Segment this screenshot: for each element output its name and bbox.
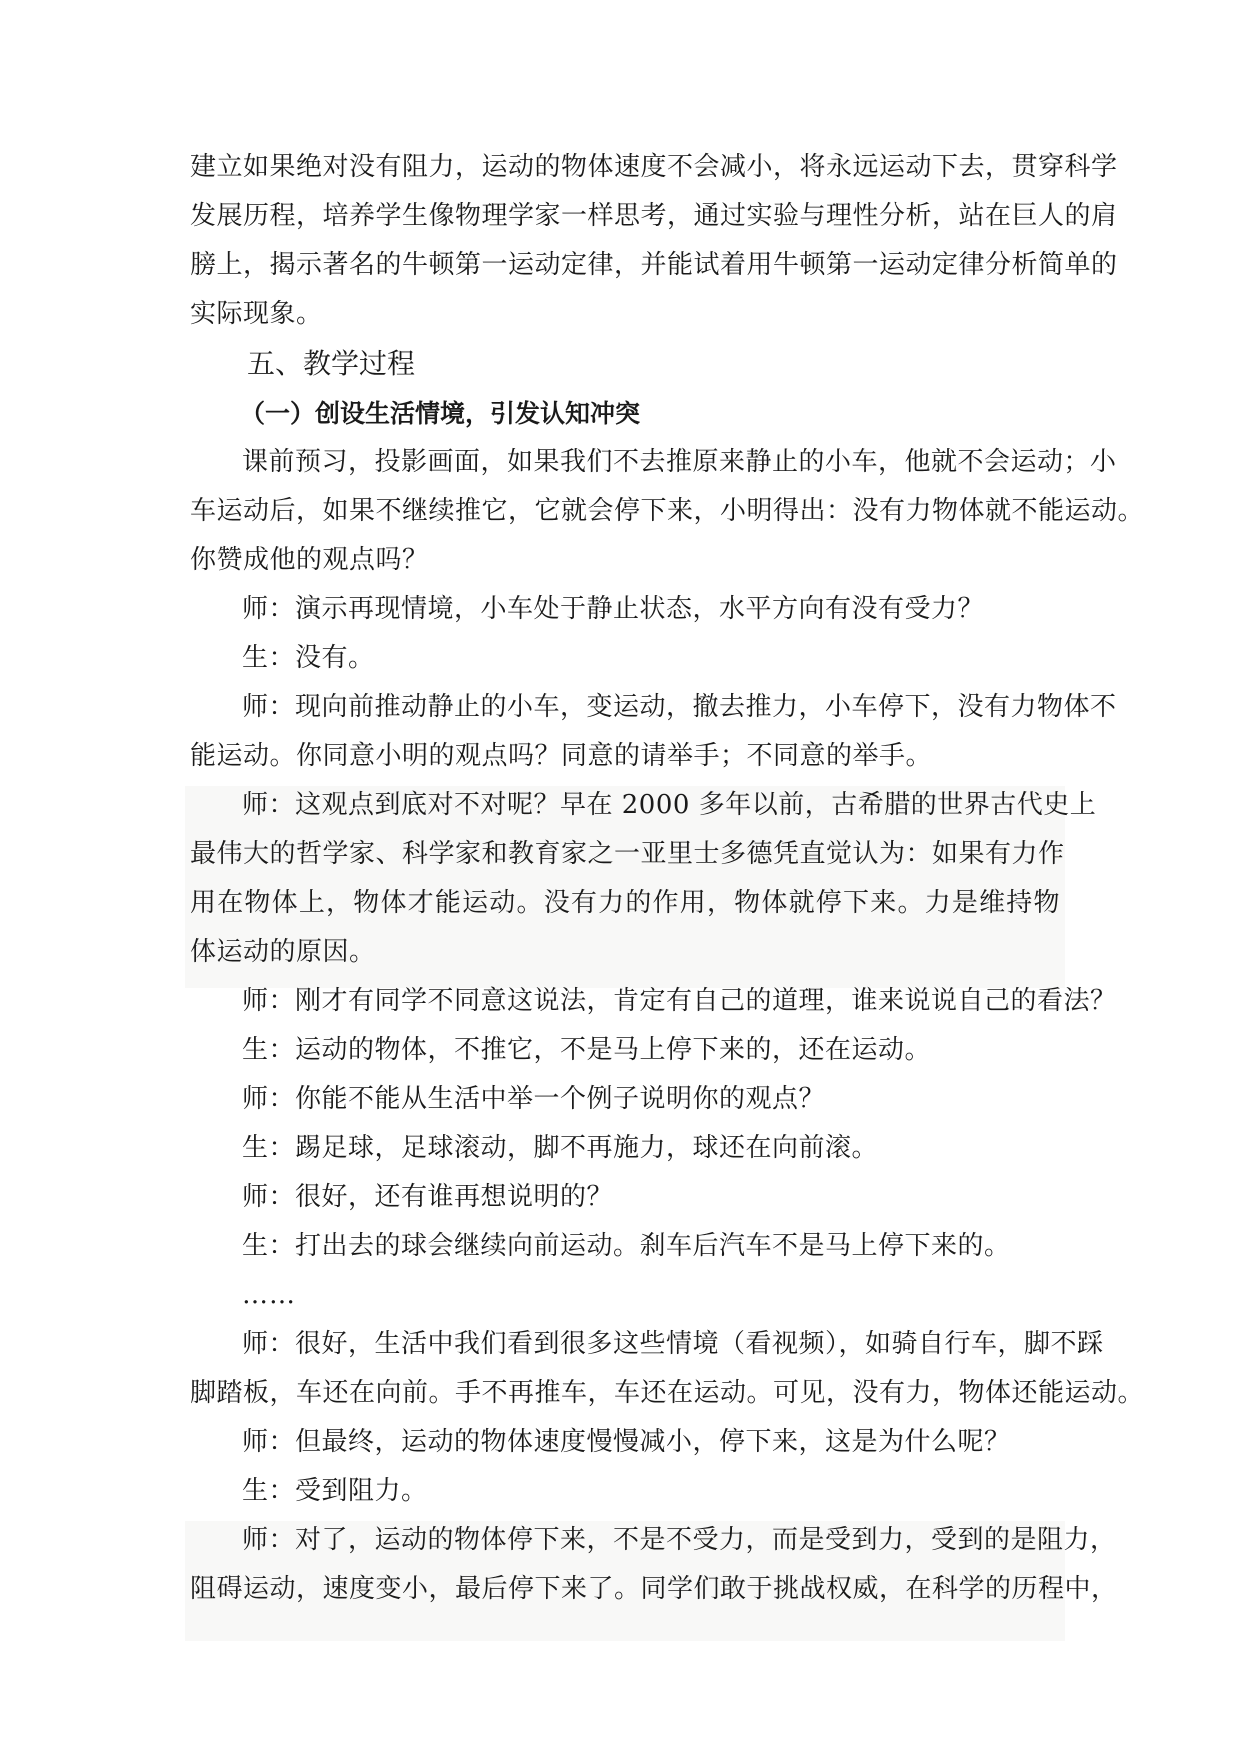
dialogue-line: 师：但最终，运动的物体速度慢慢减小，停下来，这是为什么呢？: [242, 1427, 1011, 1457]
text-line: 用在物体上，物体才能运动。没有力的作用，物体就停下来。力是维持物: [190, 888, 1060, 918]
text-line: 最伟大的哲学家、科学家和教育家之一亚里士多德凭直觉认为：如果有力作: [190, 839, 1065, 869]
dialogue-line: 师：演示再现情境，小车处于静止状态，水平方向有没有受力？: [242, 594, 985, 624]
text-line: 脚踏板，车还在向前。手不再推车，车还在运动。可见，没有力，物体还能运动。: [190, 1378, 1145, 1408]
section-heading: 五、教学过程: [247, 347, 416, 380]
text-line: 阻碍运动，速度变小，最后停下来了。同学们敢于挑战权威，在科学的历程中，: [190, 1574, 1118, 1604]
dialogue-line: 师：很好，还有谁再想说明的？: [242, 1182, 614, 1212]
text-line: 师：现向前推动静止的小车，变运动，撤去推力，小车停下，没有力物体不: [242, 692, 1117, 722]
text-line: 师：这观点到底对不对呢？早在 2000 多年以前，古希腊的世界古代史上: [242, 790, 1097, 820]
dialogue-line: 生：打出去的球会继续向前运动。刹车后汽车不是马上停下来的。: [242, 1231, 1011, 1261]
text-line: 能运动。你同意小明的观点吗？同意的请举手；不同意的举手。: [190, 741, 933, 771]
text-line: 师：很好，生活中我们看到很多这些情境（看视频），如骑自行车，脚不踩: [242, 1329, 1104, 1359]
paragraph: [190, 1516, 1118, 1614]
text-line: 膀上，揭示著名的牛顿第一运动定律，并能试着用牛顿第一运动定律分析简单的: [190, 250, 1118, 280]
text-line: 发展历程，培养学生像物理学家一样思考，通过实验与理性分析，站在巨人的肩: [190, 201, 1118, 231]
text-line: 车运动后，如果不继续推它，它就会停下来，小明得出：没有力物体就不能运动。: [190, 496, 1145, 526]
text-line: 师：对了，运动的物体停下来，不是不受力，而是受到力，受到的是阻力，: [242, 1525, 1117, 1555]
dialogue-line: 生：没有。: [242, 643, 375, 673]
dialogue-line: 生：运动的物体，不推它，不是马上停下来的，还在运动。: [242, 1035, 932, 1065]
document-page: [190, 143, 1145, 1614]
paragraph: [190, 683, 1117, 781]
subsection-heading: （一）创设生活情境，引发认知冲突: [240, 399, 641, 428]
text-line: 建立如果绝对没有阻力，运动的物体速度不会减小，将永远运动下去，贯穿科学: [190, 152, 1118, 182]
text-line: 你赞成他的观点吗？: [190, 545, 429, 575]
text-line: 实际现象。: [190, 299, 323, 329]
dialogue-line: 生：踢足球，足球滚动，脚不再施力，球还在向前滚。: [242, 1133, 879, 1163]
paragraph: [190, 1320, 1145, 1418]
text-line: 体运动的原因。: [190, 937, 376, 967]
text-line: 课前预习，投影画面，如果我们不去推原来静止的小车，他就不会运动；小: [242, 447, 1117, 477]
dialogue-line: 师：你能不能从生活中举一个例子说明你的观点？: [242, 1084, 826, 1114]
ellipsis: ……: [242, 1280, 296, 1310]
intro-paragraph: [190, 143, 1118, 339]
dialogue-line: 师：刚才有同学不同意这说法，肯定有自己的道理，谁来说说自己的看法？: [242, 986, 1117, 1016]
paragraph: [190, 781, 1097, 977]
paragraph: [190, 438, 1145, 585]
dialogue-line: 生：受到阻力。: [242, 1476, 428, 1506]
